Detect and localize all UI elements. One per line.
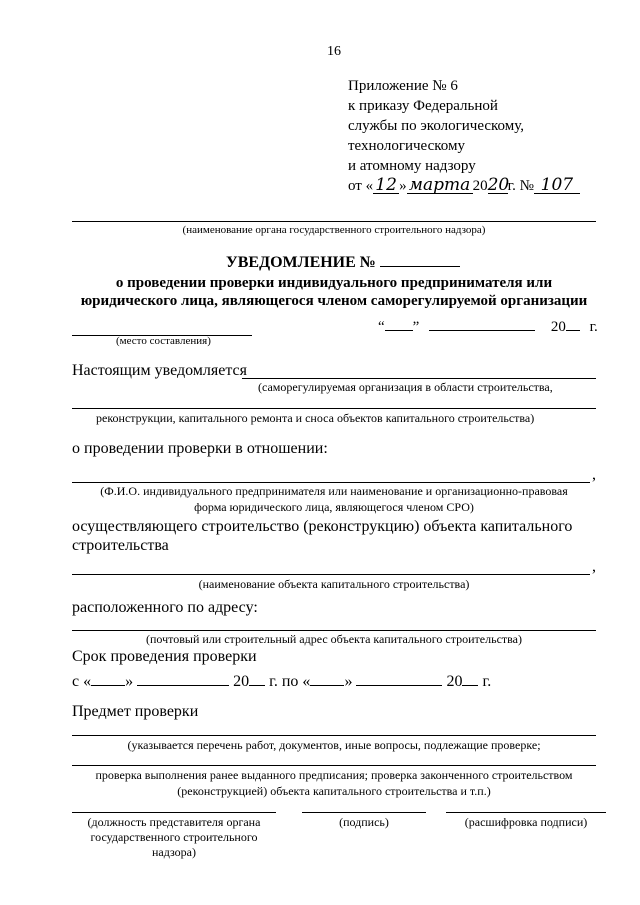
notice-number-blank bbox=[380, 266, 460, 267]
notify-caption-2: реконструкции, капитального ремонта и сноса объектов капитального строительства) bbox=[96, 411, 535, 425]
topic-text-2: (реконструкцией) объекта капитального строительства и т.п.) bbox=[177, 784, 491, 798]
year-prefix: 20 bbox=[550, 319, 566, 335]
subject-rule bbox=[72, 482, 590, 483]
period-mid: г. по « bbox=[269, 673, 311, 690]
position-caption-2: государственного строительного bbox=[90, 830, 258, 844]
construction-comma: , bbox=[592, 558, 596, 575]
notice-title-text: УВЕДОМЛЕНИЕ № bbox=[226, 254, 376, 271]
decoding-rule bbox=[446, 812, 606, 813]
address-caption: (почтовый или строительный адрес объекта капитального строительства) bbox=[146, 632, 522, 646]
construction-rule bbox=[72, 574, 590, 575]
from-month-blank bbox=[137, 685, 229, 686]
open-quote: “ bbox=[378, 319, 385, 335]
notify-rule-1 bbox=[242, 378, 596, 379]
order-number: 107 bbox=[534, 177, 580, 194]
place-caption: (место составления) bbox=[116, 335, 211, 347]
title-line-3: юридического лица, являющегося членом саморегулируемой организации bbox=[80, 293, 588, 309]
position-caption-3: надзора) bbox=[152, 845, 196, 859]
to-day-blank bbox=[310, 685, 344, 686]
from-year-blank bbox=[249, 685, 265, 686]
topic-rule-2 bbox=[72, 765, 596, 766]
period-line bbox=[72, 673, 491, 691]
month-blank bbox=[429, 330, 535, 331]
position-rule bbox=[72, 812, 276, 813]
appendix-line-2: к приказу Федеральной bbox=[348, 98, 498, 114]
signature-caption: (подпись) bbox=[339, 815, 389, 829]
authority-caption: (наименование органа государственного строительного надзора) bbox=[182, 224, 486, 236]
from-day-blank bbox=[91, 685, 125, 686]
topic-caption: (указывается перечень работ, документов, иные вопросы, подлежащие проверке; bbox=[127, 738, 541, 752]
subject-caption-2: форма юридического лица, являющегося членом СРО) bbox=[194, 500, 474, 514]
construction-line-1: осуществляющего строительство (реконструкцию) объекта капитального bbox=[72, 518, 573, 535]
from-quote-close: » bbox=[125, 673, 134, 690]
subject-caption-1: (Ф.И.О. индивидуального предпринимателя или наименование и организационно-правовая bbox=[100, 484, 568, 498]
signature-rule bbox=[302, 812, 426, 813]
year-blank bbox=[566, 330, 580, 331]
period-end: г. bbox=[482, 673, 492, 690]
address-rule bbox=[72, 630, 596, 631]
notify-rule-2 bbox=[72, 408, 596, 409]
decoding-caption: (расшифровка подписи) bbox=[464, 815, 588, 829]
date-prefix: от « bbox=[348, 178, 374, 194]
year-suffix: г. bbox=[589, 319, 598, 335]
date-month: марта bbox=[407, 177, 473, 194]
topic-label: Предмет проверки bbox=[72, 703, 199, 720]
from-year-prefix: 20 bbox=[233, 673, 250, 690]
authority-rule bbox=[72, 221, 596, 222]
construction-caption: (наименование объекта капитального строительства) bbox=[198, 577, 470, 591]
to-month-blank bbox=[356, 685, 442, 686]
to-quote-close: » bbox=[344, 673, 353, 690]
topic-text-1: проверка выполнения ранее выданного предписания; проверка законченного строительством bbox=[95, 768, 573, 782]
notice-title bbox=[226, 254, 460, 272]
to-year-prefix: 20 bbox=[446, 673, 463, 690]
topic-rule-1 bbox=[72, 735, 596, 736]
date-year-prefix: 20 bbox=[472, 178, 488, 194]
appendix-line-3: службы по экологическому, bbox=[348, 118, 524, 134]
title-line-2: о проведении проверки индивидуального предпринимателя или bbox=[115, 275, 553, 291]
appendix-block bbox=[348, 76, 580, 196]
construction-line-2: строительства bbox=[72, 537, 169, 554]
date-day: 12 bbox=[373, 177, 399, 194]
date-year: 20 bbox=[487, 175, 510, 195]
appendix-line-5: и атомному надзору bbox=[348, 158, 476, 174]
appendix-line-4: технологическому bbox=[348, 138, 465, 154]
date-mid: » bbox=[399, 178, 407, 194]
order-date-line bbox=[348, 176, 580, 196]
period-label: Срок проведения проверки bbox=[72, 648, 257, 665]
notify-label: Настоящим уведомляется bbox=[72, 362, 248, 379]
subject-comma: , bbox=[592, 466, 596, 483]
appendix-line-1: Приложение № 6 bbox=[348, 78, 458, 94]
day-blank bbox=[385, 330, 413, 331]
date-year-suffix: г. № bbox=[507, 178, 534, 194]
position-caption bbox=[72, 815, 276, 860]
subject-label: о проведении проверки в отношении: bbox=[72, 440, 328, 457]
address-label: расположенного по адресу: bbox=[72, 599, 258, 616]
notify-caption-1: (саморегулируемая организация в области строительства, bbox=[258, 380, 553, 394]
position-caption-1: (должность представителя органа bbox=[87, 815, 261, 829]
close-quote: ” bbox=[412, 319, 420, 335]
from-quote: с « bbox=[72, 673, 92, 690]
place-date bbox=[378, 319, 598, 336]
page-number: 16 bbox=[327, 44, 341, 59]
to-year-blank bbox=[462, 685, 478, 686]
